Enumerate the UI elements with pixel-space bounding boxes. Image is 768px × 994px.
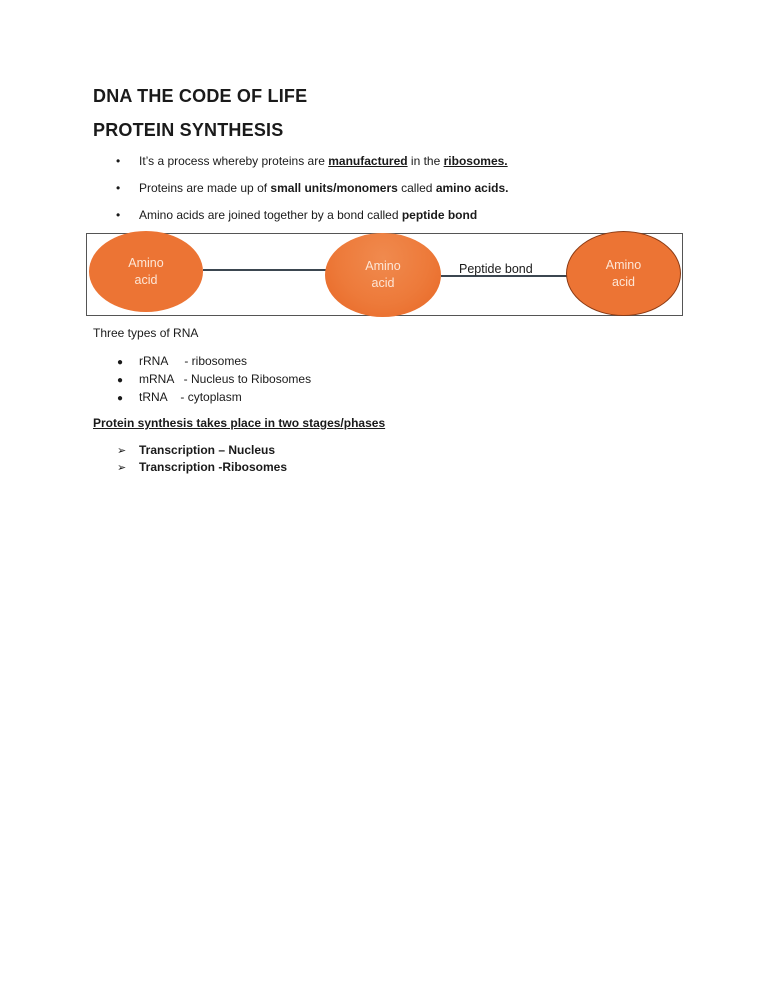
bullet-emphasis: peptide bond: [401, 208, 478, 222]
arrow-bullet-icon: ➢: [117, 462, 127, 474]
rna-type: mRNA: [139, 372, 174, 386]
amino-acid-label: Amino: [365, 259, 401, 273]
rna-location: Nucleus to Ribosomes: [191, 372, 312, 386]
rna-types-title: Three types of RNA: [93, 326, 199, 340]
document-title: DNA THE CODE OF LIFE: [93, 86, 308, 106]
amino-acid-label: acid: [612, 274, 635, 289]
arrow-bullet-icon: ➢: [117, 445, 127, 457]
bullet-emphasis: ribosomes.: [443, 154, 508, 168]
rna-location: ribosomes: [191, 354, 248, 368]
rna-list-item: ● mRNA - Nucleus to Ribosomes: [117, 372, 312, 386]
section-heading: PROTEIN SYNTHESIS: [93, 120, 284, 140]
stages-heading: Protein synthesis takes place in two stages/phases: [93, 416, 386, 430]
peptide-bond-label: Peptide bond: [459, 262, 533, 276]
stage-item: [117, 443, 275, 457]
bond-line: [203, 269, 326, 271]
amino-acid-circle: [325, 233, 441, 317]
rna-type: rRNA: [139, 354, 168, 368]
amino-acid-label: acid: [134, 272, 158, 287]
bullet-emphasis: small units/monomers: [270, 181, 398, 195]
amino-acid-label: Amino: [605, 257, 642, 272]
bullet-item: [116, 154, 508, 168]
bullet-text: called: [397, 181, 436, 195]
list-bullet: ●: [117, 393, 124, 404]
amino-acid-circle: [89, 231, 203, 312]
bullet-text: in the: [407, 154, 444, 168]
bullet-item: [116, 181, 509, 195]
rna-list-item: ● rRNA - ribosomes: [117, 354, 248, 368]
amino-acid-label: acid: [371, 276, 395, 290]
bullet-marker: •: [116, 154, 121, 168]
bullet-emphasis: amino acids.: [435, 181, 509, 195]
bullet-text: Amino acids are joined together by a bond called: [139, 208, 402, 222]
stage-text: Transcription -Ribosomes: [139, 460, 288, 474]
rna-location: cytoplasm: [187, 390, 242, 404]
bullet-text: It’s a process whereby proteins are: [139, 154, 329, 168]
amino-acid-label: Amino: [128, 255, 164, 270]
rna-list-item: ● tRNA - cytoplasm: [117, 390, 242, 404]
stage-item: [117, 460, 287, 474]
bullet-item: [116, 208, 477, 222]
bullet-marker: •: [116, 181, 121, 195]
bullet-marker: •: [116, 208, 121, 222]
amino-acid-circle: [566, 231, 681, 316]
bullet-emphasis: manufactured: [328, 154, 408, 168]
rna-type: tRNA: [139, 390, 168, 404]
list-bullet: ●: [117, 357, 124, 368]
stage-text: Transcription – Nucleus: [139, 443, 276, 457]
list-bullet: ●: [117, 375, 124, 386]
bullet-text: Proteins are made up of: [139, 181, 271, 195]
